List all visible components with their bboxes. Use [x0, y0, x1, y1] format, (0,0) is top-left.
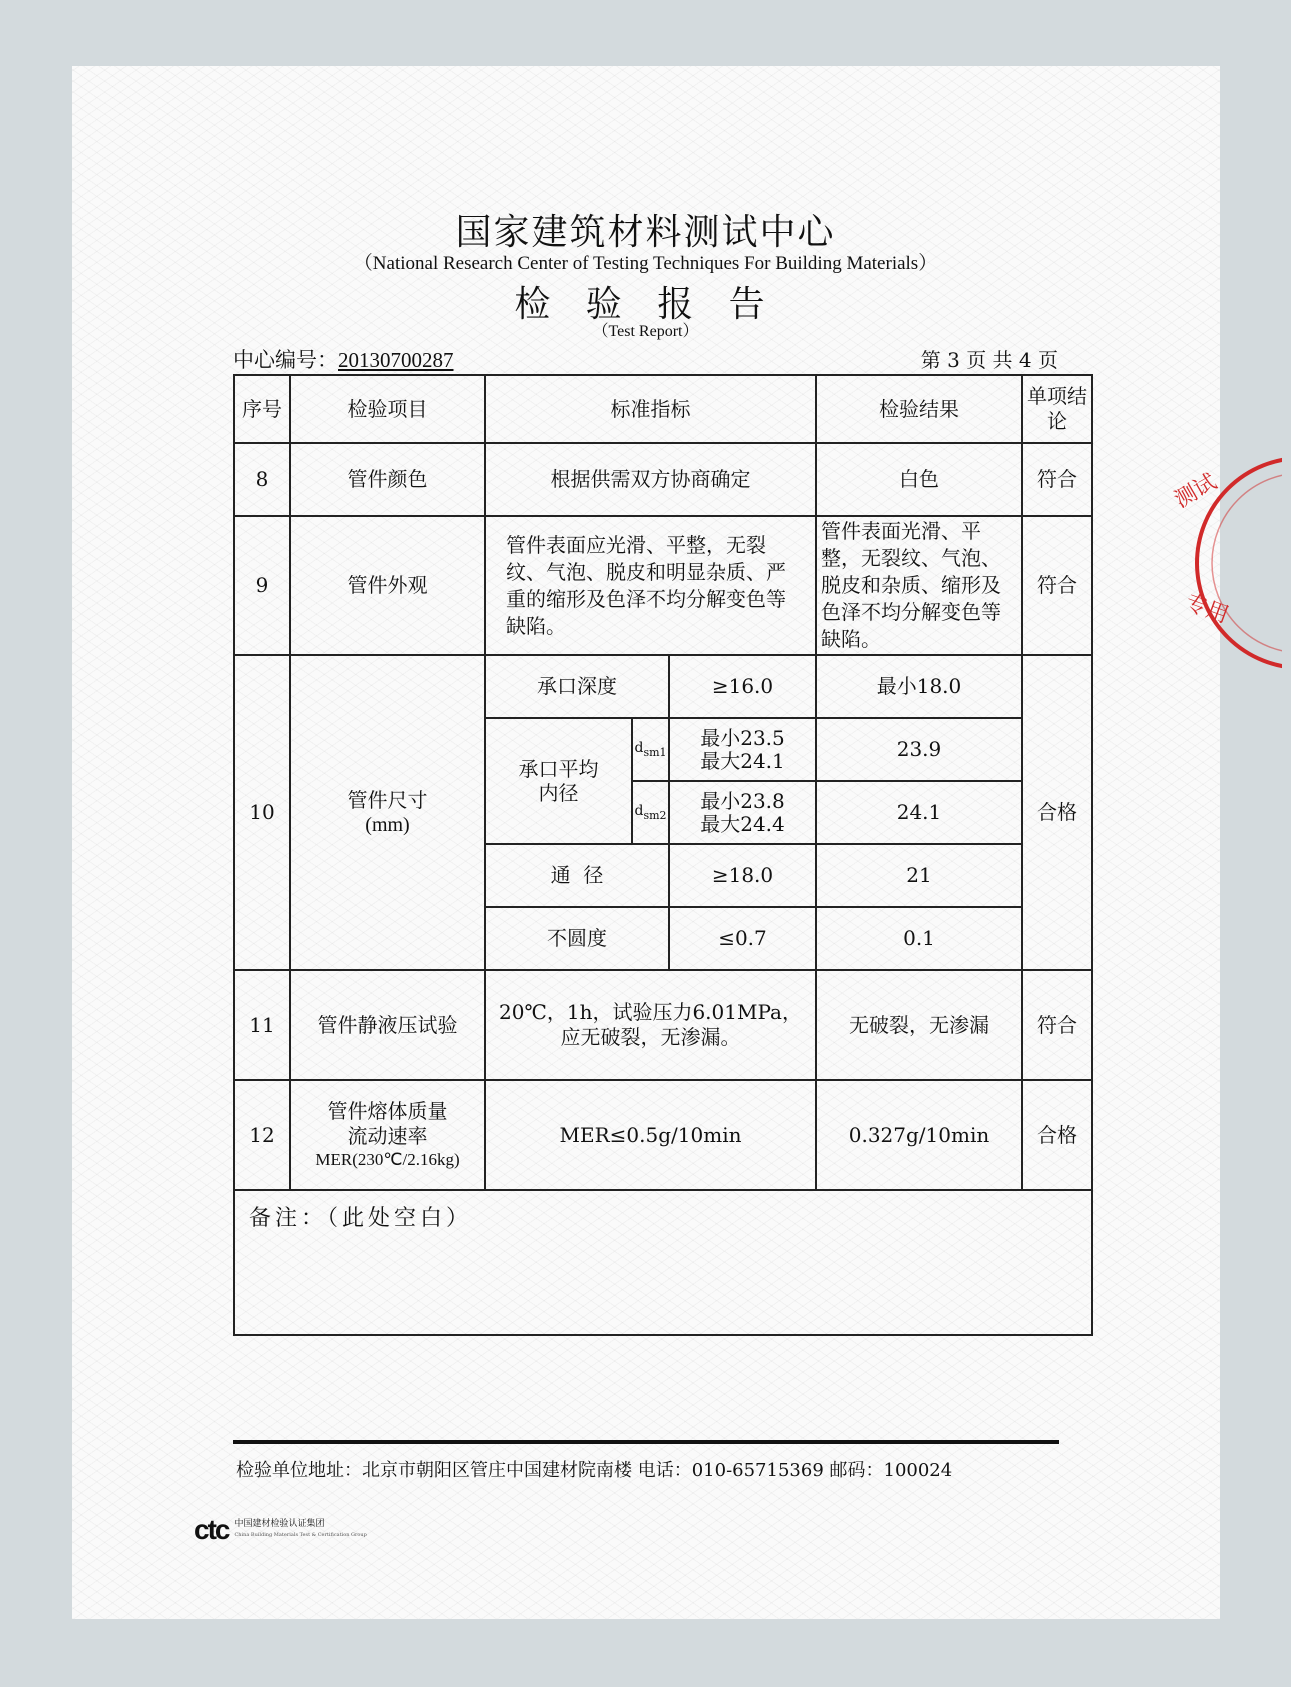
page-indicator: 第 3 页 共 4 页: [920, 348, 1058, 372]
footer-address: 检验单位地址：北京市朝阳区管庄中国建材院南楼 电话：010-65715369 邮码：100024: [236, 1460, 953, 1481]
table-row: 9 管件外观 管件表面应光滑、平整，无裂纹、气泡、脱皮和明显杂质、严重的缩形及色泽不均分解变色等缺陷。 管件表面光滑、平整，无裂纹、气泡、脱皮和杂质、缩形及色泽不均分解变色等缺陷。 符合: [234, 516, 1092, 655]
remark-row: [234, 1190, 1092, 1335]
footer-divider: [233, 1440, 1059, 1444]
table-row: 12 管件熔体质量 流动速率 MER(230℃/2.16kg) MER≤0.5g/10min 0.327g/10min 合格: [234, 1080, 1092, 1190]
logo-name-en: China Building Materials Test & Certification Group: [234, 1532, 367, 1538]
col-header-item: 检验项目: [290, 375, 485, 443]
table-row: 10 管件尺寸 (mm) 承口深度 ≥16.0 最小18.0 合格: [234, 655, 1092, 718]
col-header-result: 检验结果: [816, 375, 1022, 443]
col-header-standard: 标准指标: [485, 375, 816, 443]
report-title-en: （Test Report）: [592, 323, 699, 340]
col-header-verdict: 单项结论: [1022, 375, 1092, 443]
table-row: 承口平均内径 $d_{sm1}$ 最小23.5 最大24.1 23.9: [234, 718, 1092, 781]
organization-title: 国家建筑材料测试中心: [455, 212, 836, 253]
item-dimensions: 管件尺寸 (mm): [290, 655, 485, 970]
center-number-value: 20130700287: [338, 348, 454, 372]
official-seal: [1162, 448, 1282, 678]
remark-text: 备注：（此处空白）: [234, 1190, 1092, 1335]
table-row: 8 管件颜色 根据供需双方协商确定 白色 符合: [234, 443, 1092, 516]
ctc-logo: [194, 1514, 367, 1546]
organization-title-en: （National Research Center of Testing Techniques For Building Materials）: [353, 253, 938, 274]
logo-name: 中国建材检验认证集团: [234, 1519, 325, 1530]
table-row: 不圆度 ≤0.7 0.1: [234, 907, 1092, 970]
table-row: $d_{sm2}$ 最小23.8 最大24.4 24.1: [234, 781, 1092, 844]
col-header-no: 序号: [234, 375, 290, 443]
svg-text:测试: 测试: [1170, 469, 1222, 514]
report-title: 检 验 报 告: [514, 284, 777, 325]
table-row: 11 管件静液压试验 20℃，1h，试验压力6.01MPa， 应无破裂，无渗漏。 无破裂，无渗漏 符合: [234, 970, 1092, 1080]
center-number: [233, 344, 454, 374]
table-header-row: [234, 375, 1092, 443]
center-number-label: 中心编号：: [233, 348, 338, 372]
table-row: 通 径 ≥18.0 21: [234, 844, 1092, 907]
svg-text:专用: 专用: [1181, 590, 1232, 629]
logo-mark: ctc: [194, 1514, 229, 1545]
seal-icon: [1162, 448, 1282, 678]
test-results-table: [233, 374, 1093, 1336]
